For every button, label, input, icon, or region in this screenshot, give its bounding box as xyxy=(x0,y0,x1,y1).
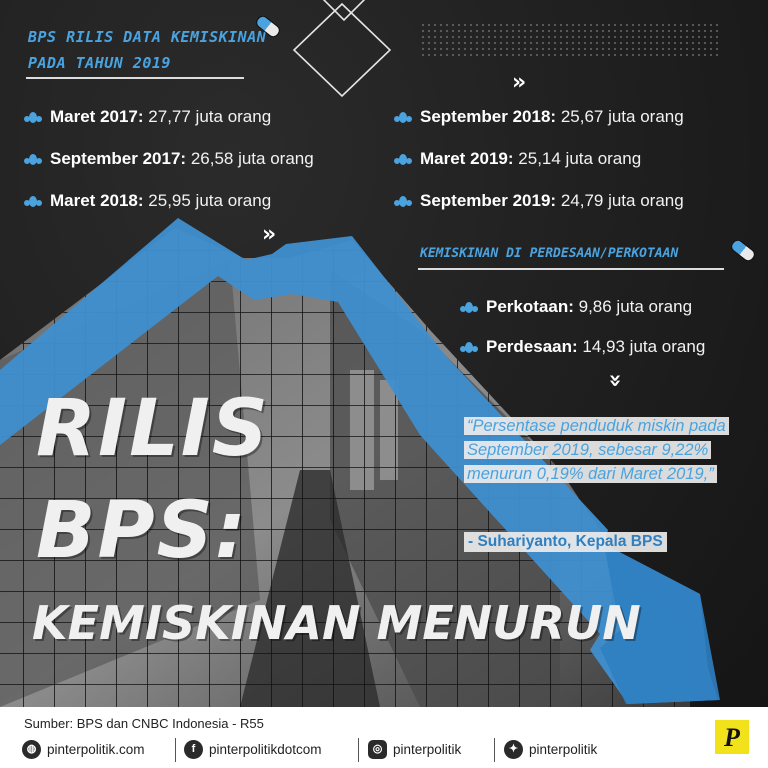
people-icon xyxy=(460,302,478,314)
social-twitter[interactable] xyxy=(504,740,597,759)
stat-perdesaan xyxy=(460,336,705,358)
dot-pattern xyxy=(420,22,720,58)
divider xyxy=(175,738,176,762)
stat-maret-2018 xyxy=(24,190,271,212)
facebook-icon: f xyxy=(184,740,203,759)
quote-text: “Persentase penduduk miskin pada September 2019, sebesar 9,22% menurun 0,19% dari Maret 2019,” xyxy=(464,417,729,483)
people-icon xyxy=(24,196,42,208)
stat-label: Maret 2019: xyxy=(420,149,514,168)
chevron-right-icon: » xyxy=(262,222,277,247)
stat-perkotaan xyxy=(460,296,692,318)
stat-label: Maret 2017: xyxy=(50,107,144,126)
stat-value: 25,95 juta orang xyxy=(148,191,272,210)
subsection-underline xyxy=(418,268,724,270)
stat-label: September 2017: xyxy=(50,149,187,168)
social-website[interactable] xyxy=(22,740,145,759)
people-icon xyxy=(394,154,412,166)
globe-icon: ◍ xyxy=(22,740,41,759)
social-handle: pinterpolitik xyxy=(529,742,598,757)
social-facebook[interactable] xyxy=(184,740,322,759)
chevron-right-icon: » xyxy=(512,70,527,95)
stat-september-2017 xyxy=(24,148,314,170)
quote-author: - Suhariyanto, Kepala BPS xyxy=(464,532,667,552)
stat-value: 25,14 juta orang xyxy=(518,149,642,168)
twitter-icon: ✦ xyxy=(504,740,523,759)
people-icon xyxy=(24,112,42,124)
stat-value: 9,86 juta orang xyxy=(578,297,693,316)
subsection-title: KEMISKINAN DI PERDESAAN/PERKOTAAN xyxy=(420,246,679,261)
header-title-line1: BPS RILIS DATA KEMISKINAN xyxy=(28,28,267,46)
chevron-down-icon: » xyxy=(602,373,628,388)
pinterpolitik-logo: P xyxy=(715,720,749,754)
stat-september-2019 xyxy=(394,190,684,212)
headline-line1: RILIS xyxy=(36,384,270,474)
stat-label: September 2018: xyxy=(420,107,557,126)
stat-label: Maret 2018: xyxy=(50,191,144,210)
stat-label: Perkotaan: xyxy=(486,297,574,316)
header-title xyxy=(28,24,266,76)
stat-label: Perdesaan: xyxy=(486,337,578,356)
quote xyxy=(464,414,744,486)
headline-line3: KEMISKINAN MENURUN xyxy=(32,596,641,650)
stat-value: 26,58 juta orang xyxy=(190,149,314,168)
social-handle: pinterpolitik.com xyxy=(47,742,145,757)
stat-value: 27,77 juta orang xyxy=(148,107,272,126)
social-instagram[interactable] xyxy=(368,740,461,759)
stat-maret-2017 xyxy=(24,106,271,128)
headline-line2: BPS: xyxy=(36,486,248,576)
people-icon xyxy=(394,112,412,124)
stat-value: 24,79 juta orang xyxy=(560,191,684,210)
stat-value: 14,93 juta orang xyxy=(582,337,706,356)
people-icon xyxy=(394,196,412,208)
stat-label: September 2019: xyxy=(420,191,557,210)
stat-value: 25,67 juta orang xyxy=(560,107,684,126)
people-icon xyxy=(460,342,478,354)
header-underline xyxy=(26,77,244,79)
diamond-decoration xyxy=(282,0,402,102)
divider xyxy=(358,738,359,762)
social-handle: pinterpolitik xyxy=(393,742,462,757)
stat-september-2018 xyxy=(394,106,684,128)
instagram-icon: ◎ xyxy=(368,740,387,759)
header-title-line2: PADA TAHUN 2019 xyxy=(28,54,171,72)
stat-maret-2019 xyxy=(394,148,641,170)
people-icon xyxy=(24,154,42,166)
social-handle: pinterpolitikdotcom xyxy=(209,742,322,757)
source-text: Sumber: BPS dan CNBC Indonesia - R55 xyxy=(24,716,264,731)
divider xyxy=(494,738,495,762)
